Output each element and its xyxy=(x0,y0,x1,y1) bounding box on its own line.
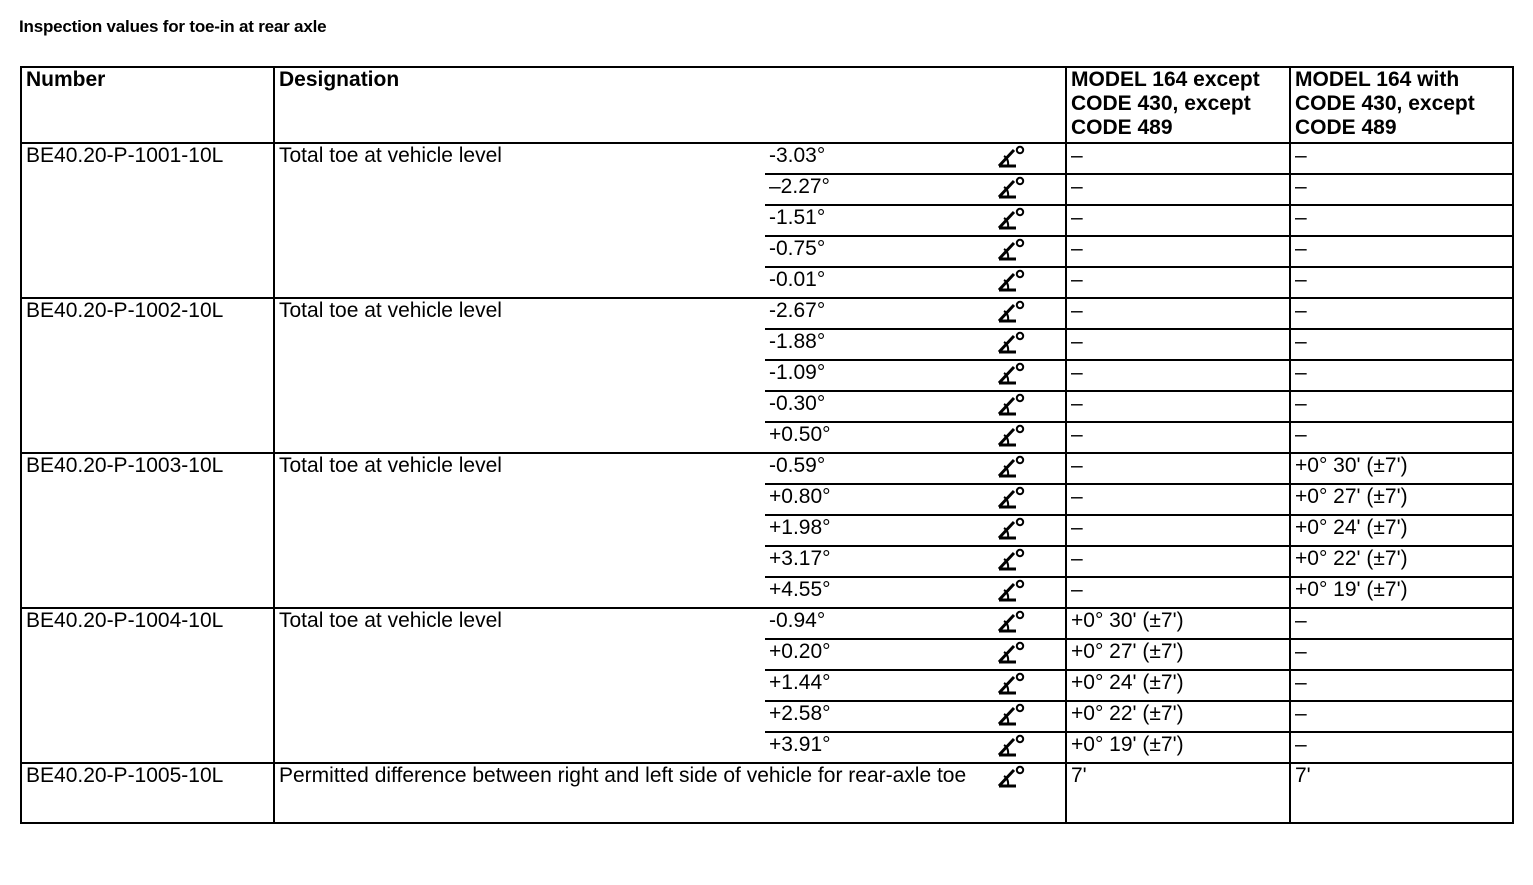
angle-degree-icon xyxy=(996,702,1026,728)
model-2-value: – xyxy=(1290,360,1513,391)
model-2-value: – xyxy=(1290,670,1513,701)
header-designation: Designation xyxy=(274,67,1066,143)
angle-degree-icon xyxy=(996,609,1026,635)
model-1-value: – xyxy=(1066,360,1290,391)
model-2-value: – xyxy=(1290,174,1513,205)
model-2-value: – xyxy=(1290,391,1513,422)
header-number: Number xyxy=(21,67,274,143)
model-2-value: – xyxy=(1290,143,1513,174)
model-2-value: +0° 22' (±7') xyxy=(1290,546,1513,577)
unit-cell xyxy=(990,484,1066,515)
toe-value: -0.30° xyxy=(765,391,990,422)
model-1-value: +0° 30' (±7') xyxy=(1066,608,1290,639)
model-1-value: – xyxy=(1066,143,1290,174)
angle-degree-icon xyxy=(996,392,1026,418)
model-2-value: – xyxy=(1290,267,1513,298)
model-1-value: +0° 22' (±7') xyxy=(1066,701,1290,732)
unit-cell xyxy=(990,143,1066,174)
model-1-value: – xyxy=(1066,329,1290,360)
model-1-value: – xyxy=(1066,391,1290,422)
angle-degree-icon xyxy=(996,237,1026,263)
model-2-value: – xyxy=(1290,236,1513,267)
angle-degree-icon xyxy=(996,206,1026,232)
row-designation: Total toe at vehicle level xyxy=(274,143,765,298)
unit-cell xyxy=(990,267,1066,298)
angle-degree-icon xyxy=(996,423,1026,449)
model-2-value: – xyxy=(1290,608,1513,639)
model-2-value: – xyxy=(1290,205,1513,236)
toe-value: -2.67° xyxy=(765,298,990,329)
angle-degree-icon xyxy=(996,330,1026,356)
toe-value: +0.50° xyxy=(765,422,990,453)
unit-cell xyxy=(990,236,1066,267)
header-row xyxy=(21,67,1513,143)
toe-value: +1.44° xyxy=(765,670,990,701)
unit-cell xyxy=(990,205,1066,236)
angle-degree-icon xyxy=(996,578,1026,604)
toe-value: +0.20° xyxy=(765,639,990,670)
unit-cell xyxy=(990,732,1066,763)
model-1-value: – xyxy=(1066,236,1290,267)
model-2-value: – xyxy=(1290,329,1513,360)
model-2-value: – xyxy=(1290,422,1513,453)
angle-degree-icon xyxy=(996,547,1026,573)
unit-cell xyxy=(990,515,1066,546)
model-2-value: +0° 30' (±7') xyxy=(1290,453,1513,484)
unit-cell xyxy=(990,670,1066,701)
model-2-value: 7' xyxy=(1290,763,1513,823)
table-row xyxy=(21,143,1513,174)
row-designation: Total toe at vehicle level xyxy=(274,298,765,453)
model-2-value: +0° 27' (±7') xyxy=(1290,484,1513,515)
table-row xyxy=(21,763,1513,823)
model-2-value: – xyxy=(1290,639,1513,670)
model-2-value: – xyxy=(1290,732,1513,763)
toe-value: -1.09° xyxy=(765,360,990,391)
unit-cell xyxy=(990,422,1066,453)
model-1-value: – xyxy=(1066,546,1290,577)
toe-value: +2.58° xyxy=(765,701,990,732)
model-1-value: – xyxy=(1066,515,1290,546)
toe-value: +0.80° xyxy=(765,484,990,515)
header-model-1: MODEL 164 except CODE 430, except CODE 489 xyxy=(1066,67,1290,143)
row-number: BE40.20-P-1005-10L xyxy=(21,763,274,823)
angle-degree-icon xyxy=(996,516,1026,542)
toe-value: -1.88° xyxy=(765,329,990,360)
unit-cell xyxy=(990,298,1066,329)
model-1-value: +0° 19' (±7') xyxy=(1066,732,1290,763)
unit-cell xyxy=(990,763,1066,823)
row-number: BE40.20-P-1003-10L xyxy=(21,453,274,608)
inspection-table xyxy=(20,66,1514,824)
toe-value: –2.27° xyxy=(765,174,990,205)
page-title: Inspection values for toe-in at rear axle xyxy=(19,17,327,36)
model-1-value: – xyxy=(1066,298,1290,329)
angle-degree-icon xyxy=(996,361,1026,387)
unit-cell xyxy=(990,391,1066,422)
angle-degree-icon xyxy=(996,485,1026,511)
unit-cell xyxy=(990,453,1066,484)
angle-degree-icon xyxy=(996,671,1026,697)
toe-value: -3.03° xyxy=(765,143,990,174)
model-1-value: +0° 24' (±7') xyxy=(1066,670,1290,701)
model-1-value: – xyxy=(1066,577,1290,608)
model-1-value: – xyxy=(1066,484,1290,515)
header-model-2: MODEL 164 with CODE 430, except CODE 489 xyxy=(1290,67,1513,143)
model-2-value: – xyxy=(1290,298,1513,329)
angle-degree-icon xyxy=(996,640,1026,666)
angle-degree-icon xyxy=(996,764,1026,790)
model-1-value: – xyxy=(1066,174,1290,205)
row-designation: Total toe at vehicle level xyxy=(274,608,765,763)
angle-degree-icon xyxy=(996,733,1026,759)
row-number: BE40.20-P-1002-10L xyxy=(21,298,274,453)
toe-value: +3.91° xyxy=(765,732,990,763)
angle-degree-icon xyxy=(996,268,1026,294)
angle-degree-icon xyxy=(996,144,1026,170)
unit-cell xyxy=(990,639,1066,670)
toe-value: -0.01° xyxy=(765,267,990,298)
table-row xyxy=(21,453,1513,484)
unit-cell xyxy=(990,174,1066,205)
model-1-value: 7' xyxy=(1066,763,1290,823)
row-number: BE40.20-P-1004-10L xyxy=(21,608,274,763)
model-2-value: – xyxy=(1290,701,1513,732)
row-designation: Total toe at vehicle level xyxy=(274,453,765,608)
model-2-value: +0° 19' (±7') xyxy=(1290,577,1513,608)
unit-cell xyxy=(990,546,1066,577)
toe-value: -0.75° xyxy=(765,236,990,267)
toe-value: -0.94° xyxy=(765,608,990,639)
unit-cell xyxy=(990,701,1066,732)
unit-cell xyxy=(990,577,1066,608)
unit-cell xyxy=(990,360,1066,391)
unit-cell xyxy=(990,608,1066,639)
row-number: BE40.20-P-1001-10L xyxy=(21,143,274,298)
toe-value: +4.55° xyxy=(765,577,990,608)
model-1-value: – xyxy=(1066,453,1290,484)
angle-degree-icon xyxy=(996,175,1026,201)
unit-cell xyxy=(990,329,1066,360)
angle-degree-icon xyxy=(996,299,1026,325)
toe-value: -1.51° xyxy=(765,205,990,236)
model-2-value: +0° 24' (±7') xyxy=(1290,515,1513,546)
table-body xyxy=(21,143,1513,823)
toe-value: -0.59° xyxy=(765,453,990,484)
model-1-value: – xyxy=(1066,422,1290,453)
model-1-value: +0° 27' (±7') xyxy=(1066,639,1290,670)
table-row xyxy=(21,608,1513,639)
toe-value: +3.17° xyxy=(765,546,990,577)
toe-value: +1.98° xyxy=(765,515,990,546)
model-1-value: – xyxy=(1066,267,1290,298)
row-designation: Permitted difference between right and left side of vehicle for rear-axle toe xyxy=(274,763,990,823)
angle-degree-icon xyxy=(996,454,1026,480)
model-1-value: – xyxy=(1066,205,1290,236)
table-row xyxy=(21,298,1513,329)
